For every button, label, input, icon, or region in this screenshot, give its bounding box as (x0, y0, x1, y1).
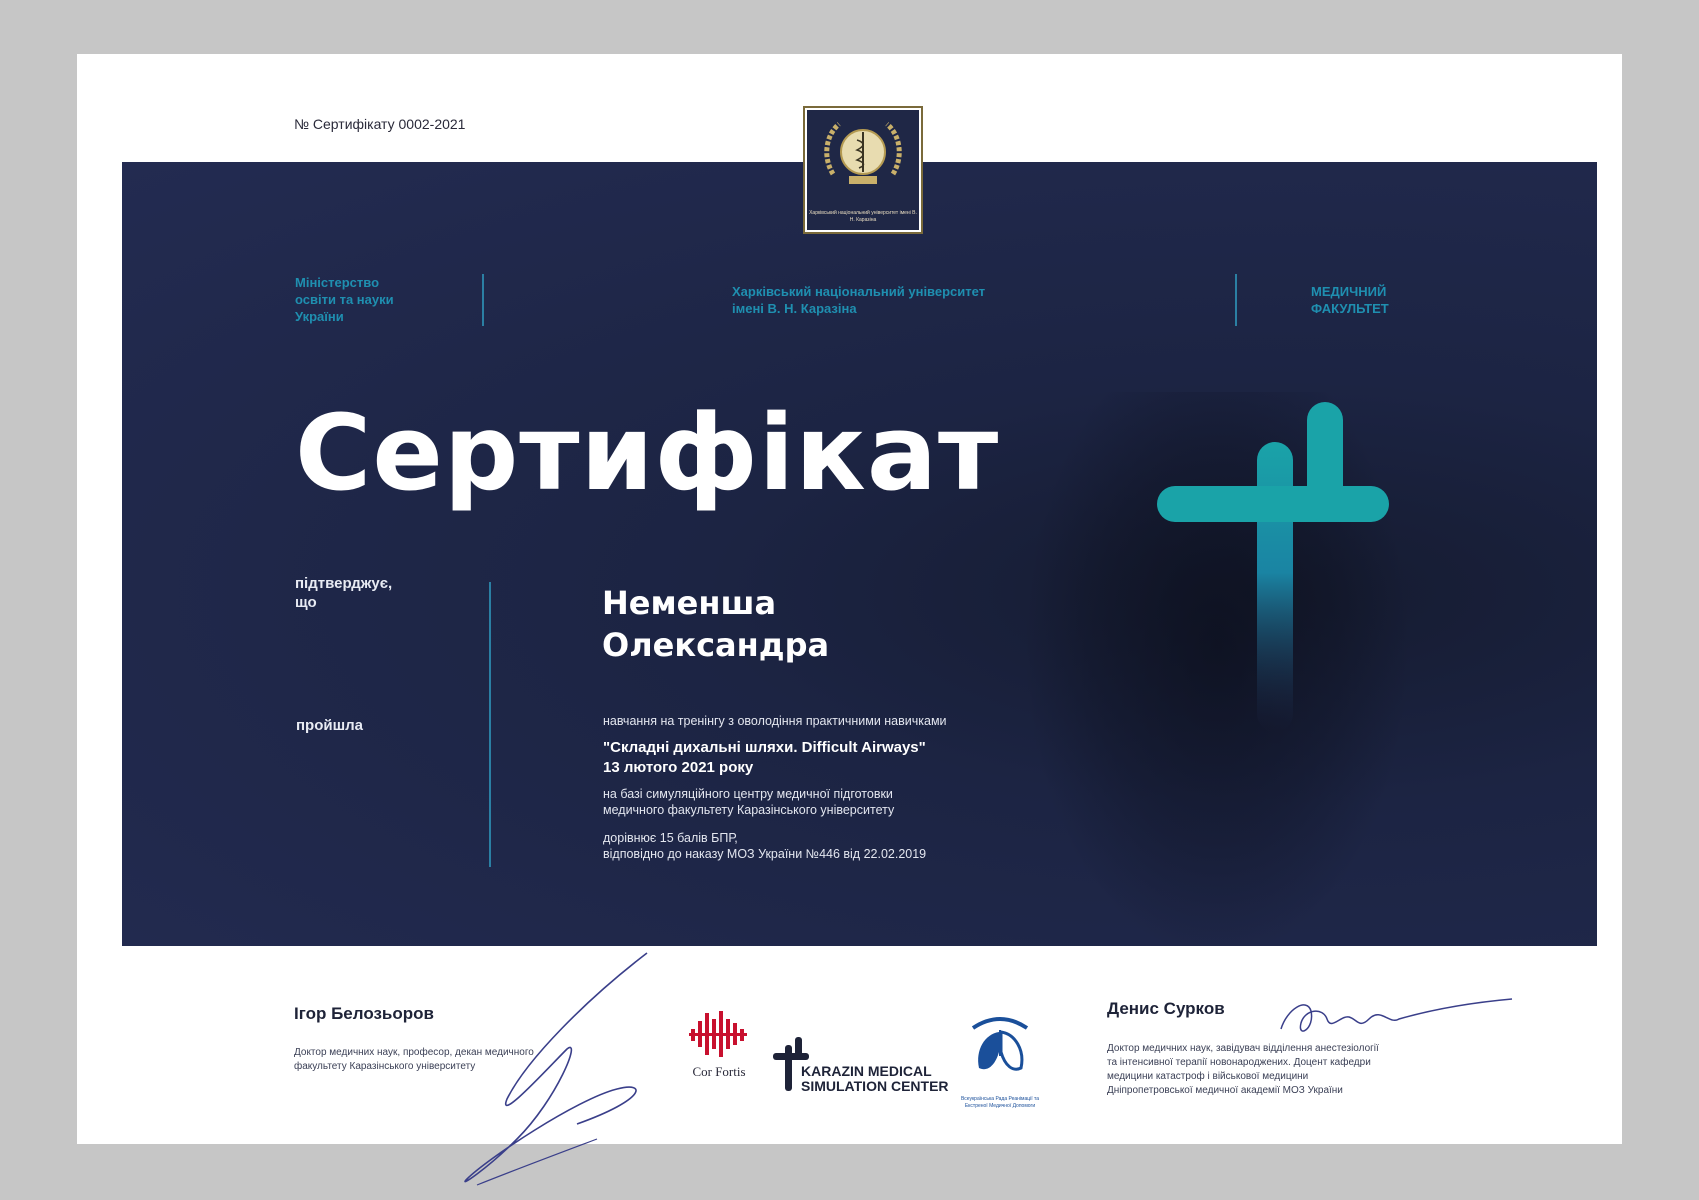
left-signatory-name: Ігор Белозьоров (294, 1004, 434, 1023)
content-divider (489, 582, 491, 867)
ministry-label: Міністерство освіти та науки України (295, 275, 394, 324)
header-divider (1235, 274, 1237, 326)
certificate-number: № Сертифікату 0002-2021 (294, 116, 466, 132)
emblem-caption: Харківський національний університет імені В. Н. Каразіна (809, 210, 917, 223)
training-location: на базі симуляційного центру медичної підготовки медичного факультету Каразінського університету (603, 787, 895, 817)
university-label: Харківський національний університет імені В. Н. Каразіна (732, 284, 986, 316)
confirms-label: підтверджує, що (295, 575, 393, 611)
right-signature (1277, 989, 1517, 1049)
laurel-emblem-icon (819, 114, 907, 194)
association-label: Всеукраїнська Рада Реанімації та Екстреної Медичної Допомоги (960, 1096, 1040, 1109)
cpd-points: дорівнює 15 балів БПР, відповідно до наказу МОЗ України №446 від 22.02.2019 (603, 831, 927, 861)
course-date: 13 лютого 2021 року (603, 759, 754, 776)
certificate-sheet (77, 54, 1622, 1144)
page-title: Сертифікат (295, 392, 1000, 514)
completed-label: пройшла (296, 717, 363, 734)
left-signatory-title: Доктор медичних наук, професор, декан медичного факультету Каразінського університету (294, 1047, 534, 1072)
header-divider (482, 274, 484, 326)
right-signatory-name: Денис Сурков (1107, 999, 1225, 1018)
certificate-panel (122, 162, 1597, 946)
recipient-name: Неменша Олександра (602, 584, 830, 664)
university-emblem (803, 106, 923, 234)
training-description: навчання на тренінгу з оволодіння практичними навичками (603, 714, 947, 728)
cor-fortis-logo (689, 1009, 749, 1059)
association-logo (965, 1012, 1035, 1092)
kmsc-label: KARAZIN MEDICAL SIMULATION CENTER (801, 1063, 949, 1094)
medical-cross-icon (1157, 402, 1397, 732)
course-title: "Складні дихальні шляхи. Difficult Airways" (603, 739, 926, 756)
cor-fortis-label: Cor Fortis (692, 1064, 746, 1079)
faculty-label: МЕДИЧНИЙ ФАКУЛЬТЕТ (1311, 284, 1389, 316)
right-signatory-title: Доктор медичних наук, завідувач відділення анестезіології та інтенсивної терапії новонароджених. Доцент кафедри медицини катастроф і військової медицини Дніпропетровської медичної академії МОЗ України (1107, 1043, 1379, 1096)
